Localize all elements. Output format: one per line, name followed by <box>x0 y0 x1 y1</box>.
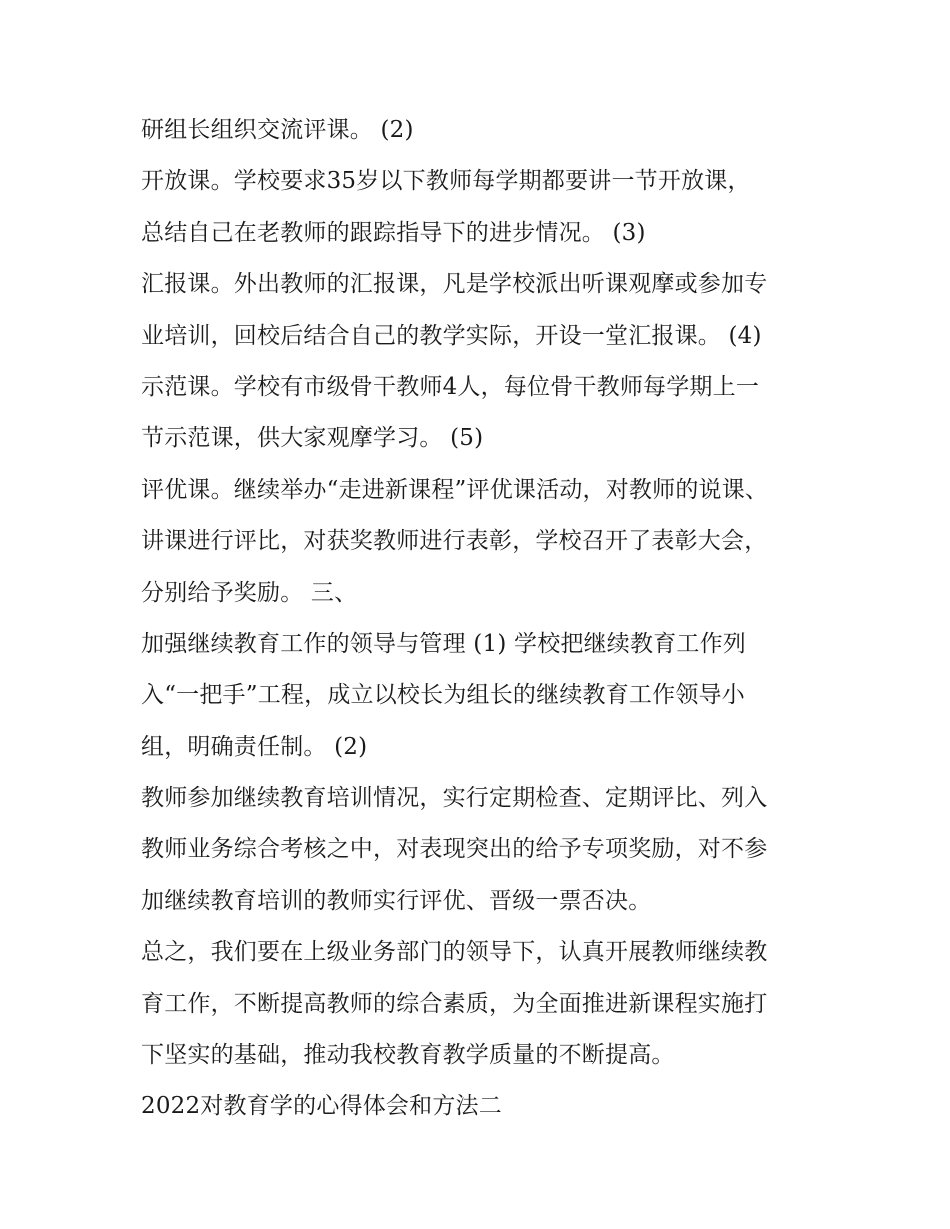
text-line: 汇报课。外出教师的汇报课，凡是学校派出听课观摩或参加专 <box>141 271 768 298</box>
document-body <box>141 108 821 1136</box>
text-line: 业培训，回校后结合自己的教学实际，开设一堂汇报课。 (4) <box>141 322 762 349</box>
text-line: 组，明确责任制。 (2) <box>141 733 368 760</box>
text-line: 总结自己在老教师的跟踪指导下的进步情况。 (3) <box>141 219 646 246</box>
text-line: 评优课。继续举办“走进新课程”评优课活动，对教师的说课、 <box>141 476 769 503</box>
text-line: 示范课。学校有市级骨干教师4人，每位骨干教师每学期上一 <box>141 373 760 400</box>
text-line: 入“一把手”工程，成立以校长为组长的继续教育工作领导小 <box>141 682 745 709</box>
text-line: 下坚实的基础，推动我校教育教学质量的不断提高。 <box>141 1042 675 1069</box>
text-line: 教师业务综合考核之中，对表现突出的给予专项奖励，对不参 <box>141 836 768 863</box>
text-line: 总之，我们要在上级业务部门的领导下，认真开展教师继续教 <box>141 939 768 966</box>
text-line: 讲课进行评比，对获奖教师进行表彰，学校召开了表彰大会， <box>141 528 768 555</box>
text-line: 研组长组织交流评课。 (2) <box>141 117 414 143</box>
section-heading: 2022对教育学的心得体会和方法二 <box>141 1093 502 1120</box>
text-line: 加强继续教育工作的领导与管理 (1) 学校把继续教育工作列 <box>141 630 747 657</box>
text-line: 分别给予奖励。 三、 <box>141 579 358 606</box>
text-line: 教师参加继续教育培训情况，实行定期检查、定期评比、列入 <box>141 785 768 812</box>
text-line: 节示范课，供大家观摩学习。 (5) <box>141 425 484 452</box>
text-line: 开放课。学校要求35岁以下教师每学期都要讲一节开放课， <box>141 168 751 195</box>
text-line: 加继续教育培训的教师实行评优、晋级一票否决。 <box>141 887 652 914</box>
text-line: 育工作，不断提高教师的综合素质，为全面推进新课程实施打 <box>141 990 768 1017</box>
